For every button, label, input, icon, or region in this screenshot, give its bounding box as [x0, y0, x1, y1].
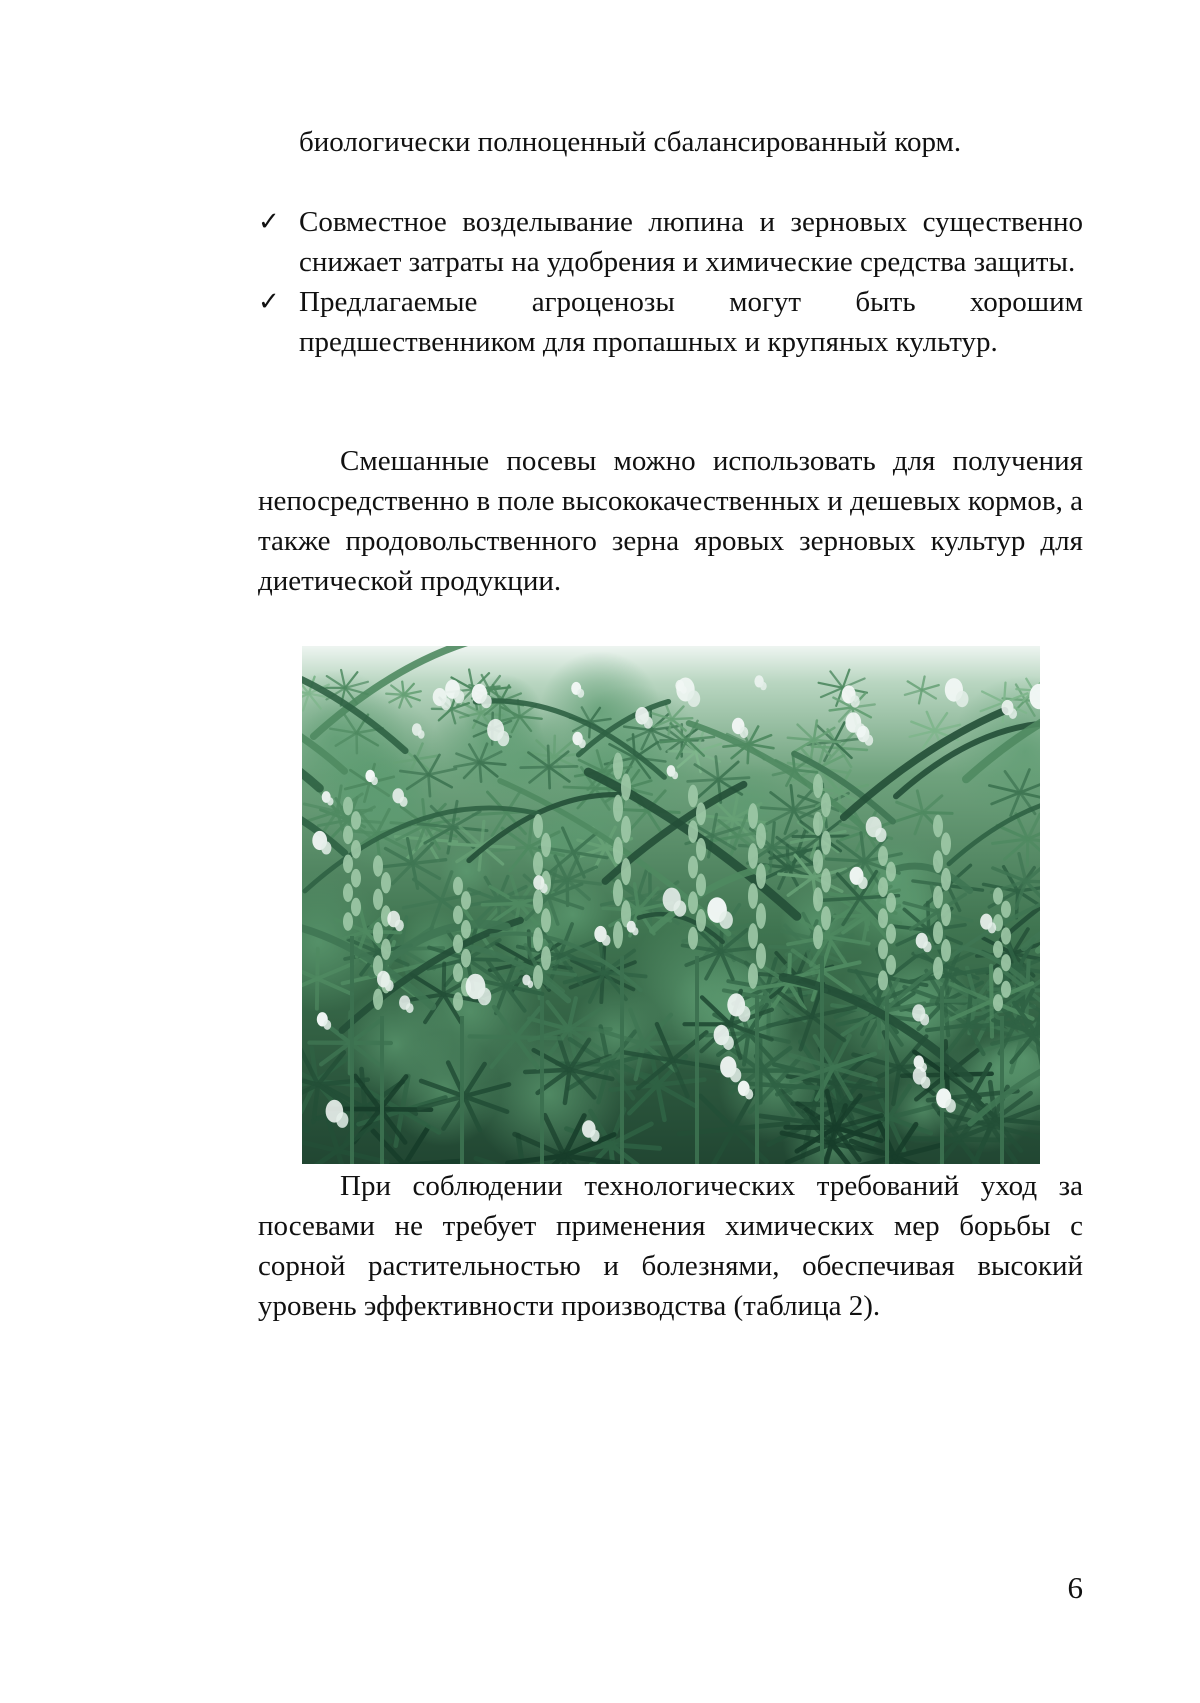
bullet-text: Предлагаемые агроценозы могут быть хорошим предшественником для пропашных и крупяных культур.: [299, 286, 1083, 358]
paragraph-crop-care: При соблюдении технологических требований уход за посевами не требует применения химических мер борьбы с сорной растительностью и болезнями, обеспечивая высокий уровень эффективности производства (таблица 2).: [258, 1170, 1083, 1322]
bullet-text: Совместное возделывание люпина и зерновых существенно снижает затраты на удобрения и химические средства защиты.: [299, 206, 1083, 278]
bullet-item-agrocenoses: [258, 282, 1083, 362]
check-icon: ✓: [258, 287, 280, 317]
bullet-list: [258, 202, 1083, 362]
bullet-item-joint-cultivation: [258, 202, 1083, 282]
check-icon: ✓: [258, 207, 280, 237]
paragraph-mixed-crops: Смешанные посевы можно использовать для получения непосредственно в поле высококачественных и дешевых кормов, а также продовольственного зерна яровых зерновых культур для диетической продукции.: [258, 445, 1083, 597]
bullet-continuation-text: биологически полноценный сбалансированный корм.: [299, 126, 962, 158]
field-photo: [302, 646, 1040, 1164]
page-number: 6: [1067, 1570, 1083, 1605]
